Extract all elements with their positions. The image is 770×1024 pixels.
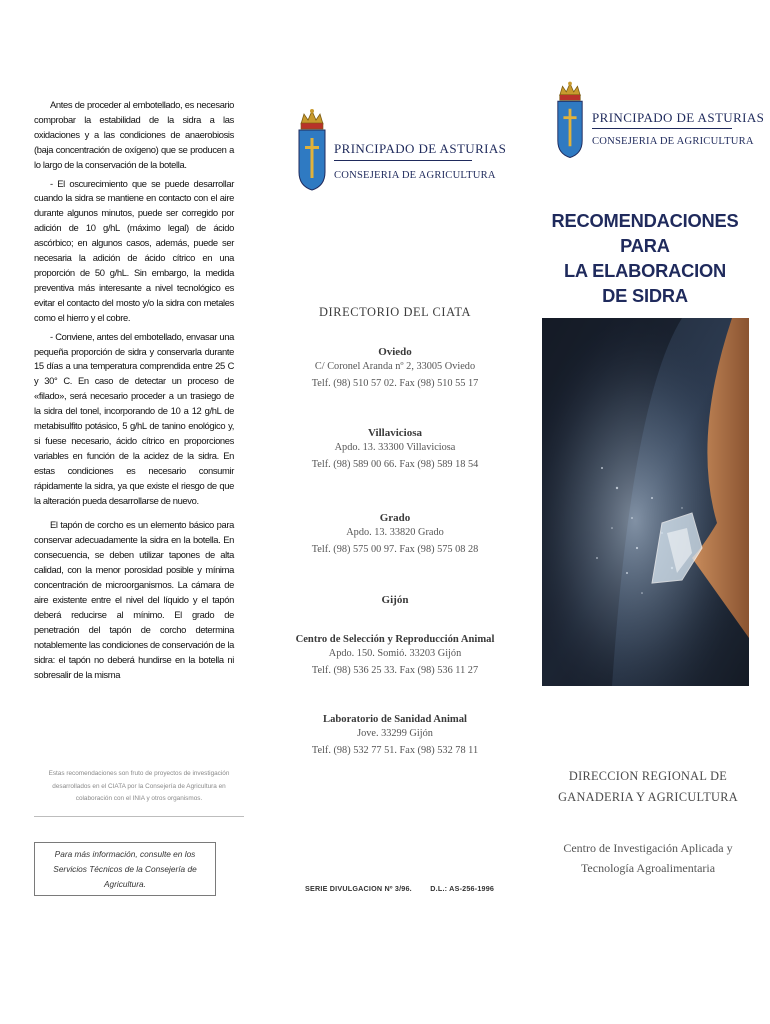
entry-phone: Telf. (98) 532 77 51. Fax (98) 532 78 11 <box>311 745 479 756</box>
directory-entry-lsa <box>290 714 500 759</box>
entry-address: Jove. 33299 Gijón <box>357 728 433 739</box>
legal-deposit: D.L.: AS-256-1996 <box>430 884 495 893</box>
directorate-line: DIRECCION REGIONAL DE <box>568 769 728 783</box>
info-box <box>34 842 216 896</box>
entry-phone: Telf. (98) 575 00 97. Fax (98) 575 08 28 <box>311 544 479 555</box>
entry-city: Grado <box>379 512 411 524</box>
asturias-coat-of-arms-icon <box>296 108 328 197</box>
cider-pouring-photo <box>542 318 749 686</box>
entry-phone: Telf. (98) 536 25 33. Fax (98) 536 11 27 <box>311 665 479 676</box>
paragraph: El tapón de corcho es un elemento básico para conservar adecuadamente la sidra en la botella. En consecuencia, se deben utilizar tapones de alta calidad, con la menor porosidad posible y mínima concentración de microorganismos. La cámara de aire existente entre el nivel del líquido y el tapón deberá reducirse al mínimo. El grado de penetración del tapón de corcho determina notablemente las condiciones de conservación de la sidra: el tapón no deberá hundirse en la botella ni sobresalir de la misma <box>34 519 234 680</box>
brand-name: PRINCIPADO DE ASTURIAS <box>334 141 507 156</box>
series-number <box>305 884 494 893</box>
body-text <box>34 98 234 682</box>
entry-phone: Telf. (98) 510 57 02. Fax (98) 510 55 17 <box>311 378 479 389</box>
research-note: Estas recomendaciones son fruto de proyectos de investigación desarrollados en el CIATA por la Consejería de Agricultura en colaboración con el INIA y otros organismos. <box>34 768 244 817</box>
brand-name: PRINCIPADO DE ASTURIAS <box>592 110 765 125</box>
asturias-coat-of-arms-icon <box>555 80 585 165</box>
entry-city: Oviedo <box>378 346 412 358</box>
directory-entry-csra <box>290 634 500 679</box>
paragraph: - Conviene, antes del embotellado, envasar una pequeña proporción de sidra y conservarla durante 15 días a una temperatura comprendida entre 25 C y 30° C. En caso de detectar un proceso de «filado», será necesario proceder a un trasiego de la sidra del tonel, incorporando de 10 a 12 g/hL de metabisulfito potásico, 5 g/hL de tanino enológico y, si fuese necesario, ácido cítrico en proporciones variables en función de la acidez de la sidra. En estas condiciones es necesario consumir rápidamente la sidra, ya que existe el riesgo de que la alteración pueda desarrollarse de nuevo. <box>34 330 234 506</box>
brand-department: CONSEJERIA DE AGRICULTURA <box>334 170 496 181</box>
entry-city: Laboratorio de Sanidad Animal <box>323 714 467 725</box>
entry-city: Centro de Selección y Reproducción Animal <box>295 634 495 645</box>
series-label: SERIE DIVULGACION Nº 3/96. <box>305 884 412 893</box>
title-line: DE SIDRA <box>602 285 688 306</box>
info-box-text: Para más información, consulte en los Servicios Técnicos de la Consejería de Agricultura. <box>53 848 197 889</box>
directory-entry-grado <box>290 512 500 558</box>
title-line: RECOMENDACIONES PARA <box>551 210 739 256</box>
entry-address: C/ Coronel Aranda nº 2, 33005 Oviedo <box>314 361 476 372</box>
entry-address: Apdo. 13. 33300 Villaviciosa <box>334 442 456 453</box>
entry-address: Apdo. 13. 33820 Grado <box>346 527 444 538</box>
regional-directorate <box>548 766 748 808</box>
entry-address: Apdo. 150. Somió. 33203 Gijón <box>328 648 462 659</box>
center-line: Centro de Investigación Aplicada y <box>563 841 733 855</box>
brand-divider <box>334 160 472 161</box>
directory-entry-gijon <box>290 594 500 606</box>
paragraph: - El oscurecimiento que se puede desarrollar cuando la sidra se mantiene en contacto con el aire durante algunos minutos, puede ser corregido por adición de 10 g/hL (máximo legal) de ácido ascórbico; en algunos casos, además, puede ser necesaria la adición de ácido cítrico en una proporción de 50 g/hL. Sin embargo, la medida preventiva más interesante a nivel tecnológico es evitar el contacto del mosto y/o la sidra con metales como el hierro y el cobre. <box>34 177 234 323</box>
entry-city: Gijón <box>381 594 409 606</box>
brochure-title <box>540 208 750 308</box>
title-line: LA ELABORACION <box>563 260 727 281</box>
directory-entry-oviedo <box>290 346 500 392</box>
directory-title: DIRECTORIO DEL CIATA <box>318 305 472 319</box>
directorate-line: GANADERIA Y AGRICULTURA <box>558 790 738 804</box>
paragraph: Antes de proceder al embotellado, es necesario comprobar la estabilidad de la sidra a las oxidaciones y a las condiciones de anaerobiosis (baja concentración de oxígeno) que se producen a lo largo de la conservación de la botella. <box>34 99 234 170</box>
brand-divider <box>592 128 732 129</box>
research-center <box>548 838 748 878</box>
brand-department: CONSEJERIA DE AGRICULTURA <box>592 136 754 147</box>
directory-entry-villaviciosa <box>290 427 500 473</box>
entry-phone: Telf. (98) 589 00 66. Fax (98) 589 18 54 <box>311 459 479 470</box>
center-line: Tecnología Agroalimentaria <box>580 861 716 875</box>
entry-city: Villaviciosa <box>368 427 422 439</box>
